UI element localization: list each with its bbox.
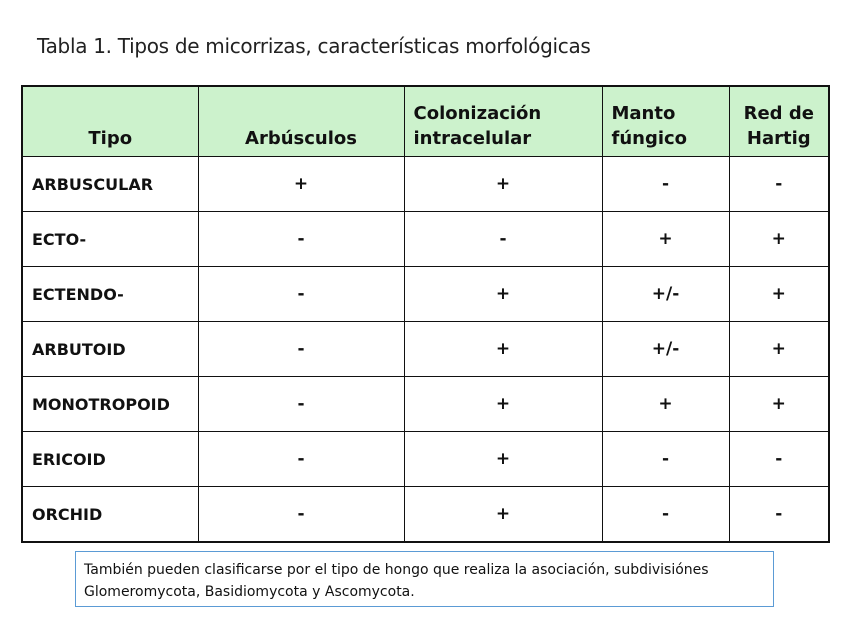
header-tipo-line2: Tipo	[88, 127, 133, 149]
header-colonizacion-line2: intracelular	[413, 127, 532, 149]
cell-colonizacion: +	[404, 377, 602, 432]
cell-tipo: ORCHID	[22, 487, 198, 543]
cell-tipo: ECTO-	[22, 212, 198, 267]
table-row	[22, 267, 829, 322]
cell-red-hartig: +	[729, 267, 829, 322]
note-line-2: Glomeromycota, Basidiomycota y Ascomycota.	[84, 584, 415, 600]
cell-tipo: ECTENDO-	[22, 267, 198, 322]
cell-manto: +	[602, 212, 729, 267]
cell-manto: +/-	[602, 267, 729, 322]
cell-colonizacion: +	[404, 267, 602, 322]
header-tipo	[22, 86, 198, 157]
header-manto	[602, 86, 729, 157]
cell-red-hartig: -	[729, 157, 829, 212]
cell-manto: +	[602, 377, 729, 432]
cell-arbusculos: -	[198, 267, 404, 322]
note-line-1: También pueden clasificarse por el tipo de hongo que realiza la asociación, subdivisiónes	[84, 562, 709, 578]
cell-manto: -	[602, 432, 729, 487]
cell-red-hartig: -	[729, 432, 829, 487]
cell-arbusculos: -	[198, 322, 404, 377]
header-manto-line2: fúngico	[611, 127, 688, 149]
cell-arbusculos: -	[198, 212, 404, 267]
cell-manto: +/-	[602, 322, 729, 377]
cell-tipo: ERICOID	[22, 432, 198, 487]
cell-red-hartig: +	[729, 377, 829, 432]
header-arbusculos-line2: Arbúsculos	[245, 127, 357, 149]
cell-red-hartig: +	[729, 212, 829, 267]
table-row	[22, 377, 829, 432]
table-row	[22, 322, 829, 377]
table-row	[22, 487, 829, 543]
table-row	[22, 157, 829, 212]
cell-manto: -	[602, 157, 729, 212]
table-row	[22, 432, 829, 487]
header-red-line2: Hartig	[746, 127, 811, 149]
cell-colonizacion: +	[404, 432, 602, 487]
table-header	[22, 86, 829, 157]
cell-arbusculos: -	[198, 432, 404, 487]
header-colonizacion	[404, 86, 602, 157]
cell-red-hartig: +	[729, 322, 829, 377]
cell-colonizacion: -	[404, 212, 602, 267]
cell-arbusculos: -	[198, 487, 404, 543]
table-caption: Tabla 1. Tipos de micorrizas, características morfológicas	[37, 34, 591, 58]
cell-tipo: ARBUSCULAR	[22, 157, 198, 212]
cell-arbusculos: +	[198, 157, 404, 212]
cell-arbusculos: -	[198, 377, 404, 432]
cell-colonizacion: +	[404, 487, 602, 543]
table-row	[22, 212, 829, 267]
table-body	[22, 157, 829, 543]
mycorrhiza-table	[21, 85, 830, 543]
header-red-line1: Red de	[743, 103, 814, 125]
classification-note	[75, 551, 774, 607]
cell-manto: -	[602, 487, 729, 543]
cell-colonizacion: +	[404, 157, 602, 212]
header-arbusculos	[198, 86, 404, 157]
header-row	[22, 86, 829, 157]
header-colonizacion-line1: Colonización	[413, 103, 542, 125]
cell-tipo: MONOTROPOID	[22, 377, 198, 432]
cell-tipo: ARBUTOID	[22, 322, 198, 377]
cell-red-hartig: -	[729, 487, 829, 543]
header-red-hartig	[729, 86, 829, 157]
cell-colonizacion: +	[404, 322, 602, 377]
header-manto-line1: Manto	[611, 103, 676, 125]
